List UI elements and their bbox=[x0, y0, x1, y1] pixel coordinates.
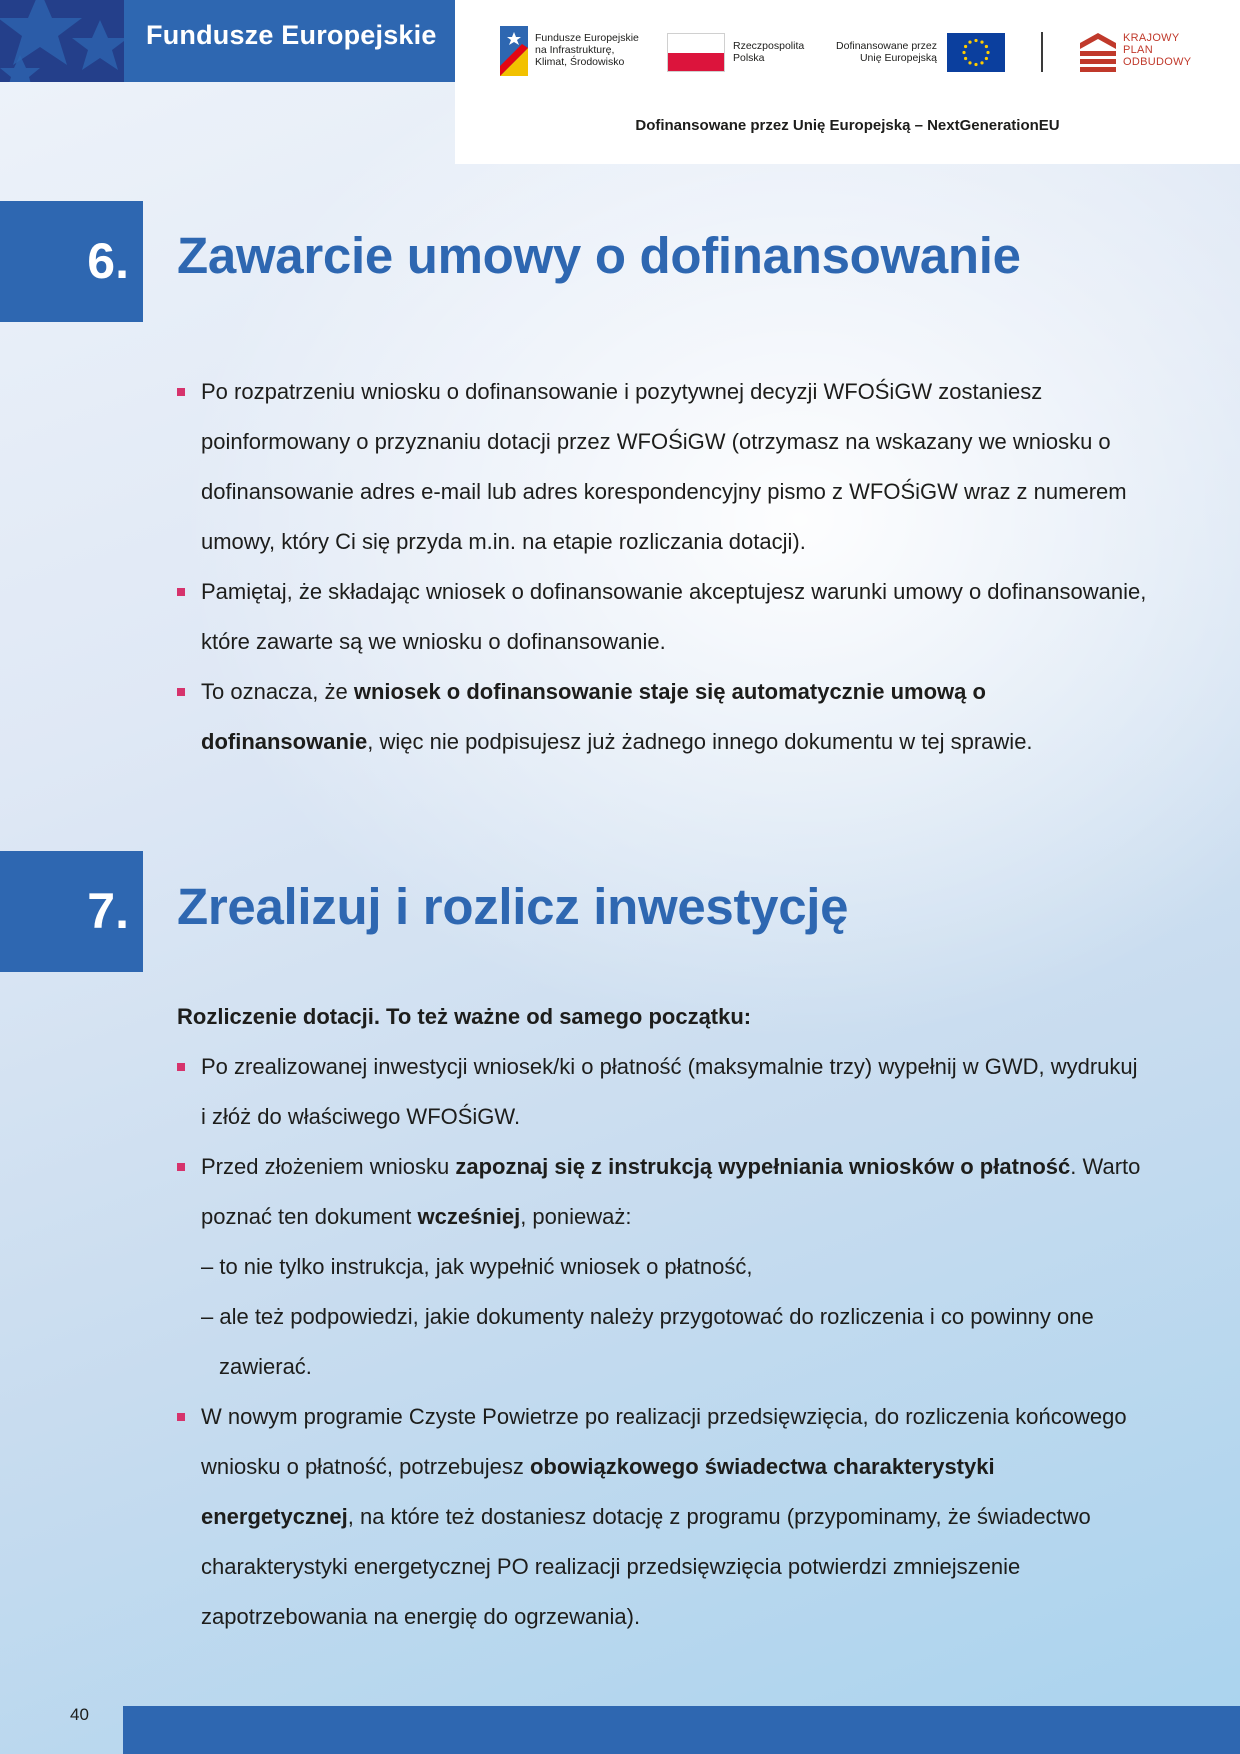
kpo-logo-icon bbox=[1080, 33, 1116, 78]
list-item bbox=[177, 667, 1147, 767]
kpo-line-2: PLAN bbox=[1123, 44, 1153, 56]
page-number: 40 bbox=[70, 1705, 89, 1724]
s6-bullet-2-text: Pamiętaj, że składając wniosek o dofinansowanie akceptujesz warunki umowy o dofinansowanie, które zawarte są we wniosku o dofinansowanie. bbox=[201, 579, 1147, 654]
s6-bullet-3-pre: To oznacza, że bbox=[201, 679, 354, 704]
fe-program-line-1: Fundusze Europejskie bbox=[535, 32, 639, 44]
list-item bbox=[177, 567, 1147, 667]
s7-dash-item-1: – to nie tylko instrukcja, jak wypełnić wniosek o płatność, bbox=[201, 1254, 753, 1279]
footer-band bbox=[123, 1706, 1240, 1754]
eu-star-icon bbox=[980, 41, 983, 44]
eu-line-1: Dofinansowane przez bbox=[836, 40, 937, 52]
kpo-logo-text bbox=[1123, 32, 1191, 68]
eu-star-icon bbox=[964, 57, 967, 60]
eu-stars-graphic bbox=[0, 0, 124, 82]
brand-title: Fundusze Europejskie bbox=[146, 20, 437, 50]
rp-line-2: Polska bbox=[733, 52, 765, 64]
section-7-title: Zrealizuj i rozlicz inwestycję bbox=[177, 878, 849, 935]
logo-panel bbox=[455, 0, 1240, 164]
polish-flag-icon bbox=[667, 33, 725, 72]
s7-bullet-2-bold2: wcześniej bbox=[417, 1204, 521, 1229]
fe-program-line-3: Klimat, Środowisko bbox=[535, 56, 625, 68]
eu-star-icon bbox=[986, 51, 989, 54]
list-item bbox=[177, 367, 1147, 567]
s6-bullet-3-bold: wniosek o dofinansowanie staje się automatycznie umową o dofinansowanie bbox=[201, 679, 986, 754]
rp-logo-text bbox=[733, 40, 833, 64]
list-item bbox=[177, 1142, 1147, 1392]
kpo-line-1: KRAJOWY bbox=[1123, 32, 1180, 44]
eu-star-icon bbox=[974, 63, 977, 66]
s6-bullet-3-post: , więc nie podpisujesz już żadnego innego dokumentu w tej sprawie. bbox=[367, 729, 1033, 754]
logo-divider bbox=[1041, 32, 1043, 72]
fe-program-logo-icon bbox=[500, 26, 528, 81]
s7-bullet-2-bold: zapoznaj się z instrukcją wypełniania wniosków o płatność bbox=[455, 1154, 1071, 1179]
fe-program-logo-text bbox=[535, 32, 655, 68]
section-7-lead: Rozliczenie dotacji. To też ważne od samego początku: bbox=[177, 1004, 752, 1029]
list-item bbox=[177, 1392, 1147, 1642]
eu-star-icon bbox=[980, 61, 983, 64]
eu-star-icon bbox=[974, 39, 977, 42]
eu-logo-text bbox=[825, 40, 937, 64]
s7-bullet-2-mid: . Warto poznać ten dokument bbox=[201, 1154, 1141, 1229]
section-7-number: 7. bbox=[0, 851, 143, 972]
section-6-content bbox=[177, 367, 1147, 767]
eu-star-icon bbox=[985, 57, 988, 60]
eu-star-icon bbox=[968, 41, 971, 44]
s7-bullet-1-text: Po zrealizowanej inwestycji wniosek/ki o płatność (maksymalnie trzy) wypełnij w GWD, wydrukuj i złóż do właściwego WFOŚiGW. bbox=[201, 1054, 1138, 1129]
fe-program-line-2: na Infrastrukturę, bbox=[535, 44, 615, 56]
eu-star-icon bbox=[964, 45, 967, 48]
eu-flag-icon bbox=[947, 33, 1005, 72]
ngeu-caption: Dofinansowane przez Unię Europejską – NextGenerationEU bbox=[635, 117, 1060, 134]
s7-bullet-3-pre: W nowym programie Czyste Powietrze po realizacji przedsięwzięcia, do rozliczenia końcowego wniosku o płatność, potrzebujesz bbox=[201, 1404, 1127, 1479]
rp-line-1: Rzeczpospolita bbox=[733, 40, 805, 52]
section-6-title: Zawarcie umowy o dofinansowanie bbox=[177, 227, 1021, 284]
s7-bullet-3-bold: obowiązkowego świadectwa charakterystyki energetycznej bbox=[201, 1454, 995, 1529]
section-6-number: 6. bbox=[0, 201, 143, 322]
s7-bullet-2-pre: Przed złożeniem wniosku bbox=[201, 1154, 456, 1179]
eu-star-icon bbox=[968, 61, 971, 64]
s7-bullet-3-post: , na które też dostaniesz dotację z programu (przypominamy, że świadectwo charakterystyki energetycznej PO realizacji przedsięwzięcia potwierdzi zmniejszenie zapotrzebowania na energię do ogrzewania). bbox=[201, 1504, 1091, 1629]
s7-dash-item-2: – ale też podpowiedzi, jakie dokumenty należy przygotować do rozliczenia i co powinny one zawierać. bbox=[201, 1304, 1094, 1379]
eu-star-icon bbox=[962, 51, 965, 54]
list-item bbox=[177, 1042, 1147, 1142]
s6-bullet-1-text: Po rozpatrzeniu wniosku o dofinansowanie i pozytywnej decyzji WFOŚiGW zostaniesz poinformowany o przyznaniu dotacji przez WFOŚiGW (otrzymasz na wskazany we wniosku o dofinansowanie adres e-mail lub adres korespondencyjny pismo z WFOŚiGW wraz z numerem umowy, który Ci się przyda m.in. na etapie rozliczania dotacji). bbox=[201, 379, 1127, 554]
kpo-line-3: ODBUDOWY bbox=[1123, 56, 1192, 68]
section-7-content bbox=[177, 992, 1147, 1642]
s7-bullet-2-post: , ponieważ: bbox=[520, 1204, 632, 1229]
eu-line-2: Unię Europejską bbox=[859, 52, 937, 64]
eu-star-icon bbox=[985, 45, 988, 48]
